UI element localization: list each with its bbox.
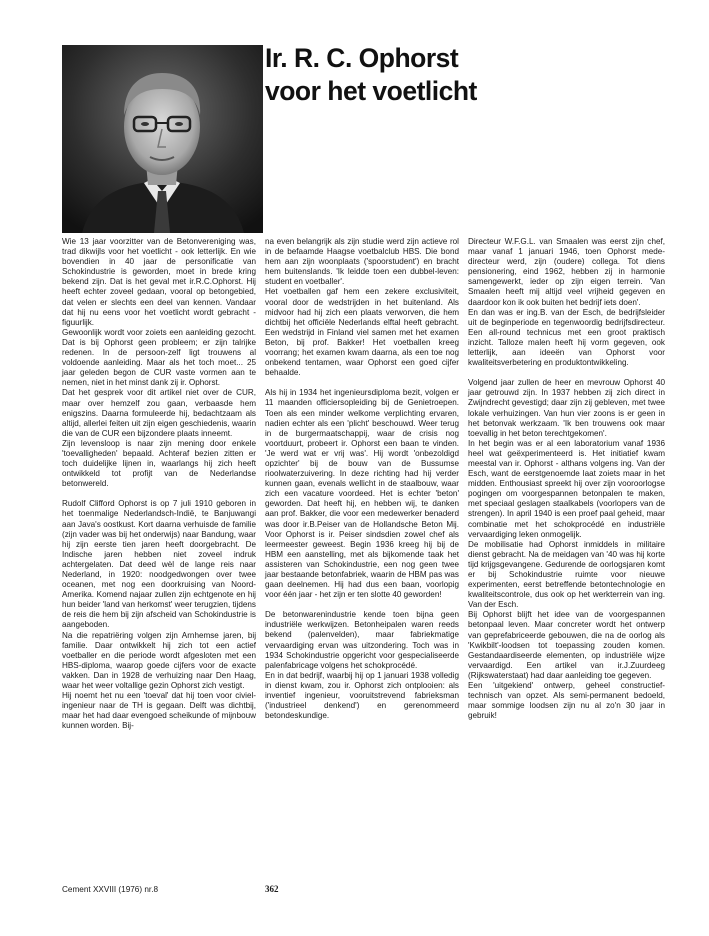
portrait-photo — [62, 45, 263, 233]
paragraph: Rudolf Clifford Ophorst is op 7 juli 1910 geboren in het toenmalige Nederlandsch-Indië, te Banjuwangi aan Java's oostkust. Kort daarna verhuisde de familie (zijn vader was bij het onderwijs) naar Bandung, waar hij zijn eerste tien jaren heeft doorgebracht. De Indische jaren hebben niet zoveel indruk achtergelaten. Dat deed wèl de lange reis naar Nederland, in 1920: noodgedwongen over twee oceanen, met nog een doorkruising van Noord-Amerika. Komend najaar zullen zijn echtgenote en hij hun beider 'land van herkomst' weer terugzien, tijdens de reis die hem bij zijn afscheid van Schokindustrie is aangeboden. — [62, 499, 256, 630]
paragraph: na even belangrijk als zijn studie werd zijn actieve rol in de befaamde Haagse voetbalclub HBS. Die bond hem aan zijn woonplaats ('spoorstudent') en bracht hem buitenslands. 'Ik leidde toen een dubbel-leven: student en voetballer'. — [265, 237, 459, 287]
paragraph: En dan was er ing.B. van der Esch, de bedrijfsleider uit de beginperiode en tegenwoordig bedrijfsdirecteur. Een all-round technicus met een groot praktisch inzicht. Talloze malen heeft hij vorm gegeven, ook letterlijk, aan ideeën van Ophorst voor kwaliteitsverbetering en produktontwikkeling. — [468, 307, 665, 368]
paragraph: Het voetballen gaf hem een zekere exclusiviteit, vooral door de wedstrijden in het buitenland. Als midvoor had hij zich een plaats verworven, die hem dichtbij het officiële Nederlands elftal heeft gebracht. Een wedstrijd in Finland viel samen met het examen Beton, bij prof. Bakker! Het voetballen kreeg voorrang; het examen kwam daarna, als een toe nog onbekend tentamen, waar Ophorst een goed cijfer behaalde. — [265, 287, 459, 378]
page-number: 362 — [265, 884, 279, 894]
paragraph: De mobilisatie had Ophorst inmiddels in militaire dienst gebracht. Na de meidagen van '40 was hij korte tijd krijgsgevangene. Gedurende de oorlogsjaren komt er bij Schokindustrie ruimte voor nieuwe experimenten, eerst betreffende betontechnologie en kwaliteitscontrole, dus ook op het werkterrein van ing. Van der Esch. — [468, 539, 665, 610]
paragraph: Als hij in 1934 het ingenieursdiploma bezit, volgen er 11 maanden officiersopleiding bij de Genietroepen. Toen als een minder welkome verplichting ervaren, nadien echter als een 'plicht' beschouwd. Weer terug in de burgermaatschappij, waar de crisis nog voortduurt, probeert ir. Ophorst een baan te vinden. 'Je werd wat er vrij was'. Hij wordt 'onbezoldigd opzichter' bij de bouw van de Bussumse rioolwaterzuivering. In deze richting had hij verder kunnen gaan, evenals wellicht in de staalbouw, waar zich een vacature voordeed. Het is echter 'beton' geworden. Dat heeft hij, en hebben wij, te danken aan prof. Bakker, die voor een medewerker benaderd was door ir.B.Peiser van de Hollandsche Beton Mij. Voor Ophorst is ir. Peiser sindsdien zowel chef als leermeester geweest. Begin 1936 kreeg hij bij de HBM een aanstelling, met als bijkomende taak het assisteren van Schokindustrie, een nog geen twee jaar bestaande betonfabriek, waarin de HBM pas was gaan deelnemen. Hij had dus een baan, voorlopig voor één jaar - het zijn er ten slotte 40 geworden! — [265, 388, 459, 600]
text-column-2 — [265, 237, 459, 721]
portrait-image — [62, 45, 263, 233]
title-line-2: voor het voetlicht — [265, 76, 477, 106]
paragraph: Dat het gesprek voor dit artikel niet over de CUR, maar over hemzelf zou gaan, verbaasde hem enigszins. Daarna formuleerde hij, bedachtzaam als altijd, allerlei feiten uit zijn eigen geschiedenis, waarin die van de CUR een bijzondere plaats inneemt. — [62, 388, 256, 438]
text-column-1 — [62, 237, 256, 732]
paragraph: Volgend jaar zullen de heer en mevrouw Ophorst 40 jaar getrouwd zijn. In 1937 hebben zij zich direct in Zwijndrecht gevestigd; daar zijn zij gebleven, met twee lokale verhuizingen. Van hun vier zoons is er geen in het betonvak werkzaam. 'Ik ben trouwens ook maar toevallig in het beton terechtgekomen'. — [468, 378, 665, 438]
paragraph: En in dat bedrijf, waarbij hij op 1 januari 1938 volledig in dienst kwam, zou ir. Ophorst zich ontplooien: als inventief ingenieur, vooruitstrevend fabrieksman ('industrieel denkend') en gerenommeerd betondeskundige. — [265, 670, 459, 721]
paragraph: De betonwarenindustrie kende toen bijna geen industriële werkwijzen. Betonheipalen waren reeds bekend (palenvelden), maar fabriekmatige vervaardiging ervan was uitzondering. Toch was in 1934 Schokindustrie opgericht voor gespecialiseerde palenfabricage volgens het schokprocédé. — [265, 610, 459, 670]
article-title — [265, 42, 685, 108]
paragraph: Bij Ophorst blijft het idee van de voorgespannen betonpaal leven. Maar concreter wordt het ontwerp van geprefabriceerde gebouwen, die na de oorlog als 'Kwikbilt'-loodsen tot toepassing zouden komen. Gestandaardiseerde elementen, op industriële wijze vervaardigd. Een artikel van ir.J.Zuurdeeg (Rijkswaterstaat) had daar aanleiding toe gegeven. — [468, 610, 665, 680]
paragraph: Directeur W.F.G.L. van Smaalen was eerst zijn chef, maar vanaf 1 januari 1946, toen Ophorst mede-directeur werd, zijn (oudere) collega. Tot diens pensionering, eind 1962, hebben zij in harmonie samengewerkt, ieder op zijn eigen terrein. 'Van Smaalen heeft mij altijd veel vrijheid gegeven en daardoor kon ik ook buiten het bedrijf iets doen'. — [468, 237, 665, 307]
title-line-1: Ir. R. C. Ophorst — [265, 43, 459, 73]
journal-reference: Cement XXVIII (1976) nr.8 — [62, 885, 159, 894]
paragraph: In het begin was er al een laboratorium vanaf 1936 heel wat geëxperimenteerd is. Het initiatief kwam meestal van ir. Ophorst - althans volgens ing. Van der Esch, want de eerstgenoemde laat zoiets maar in het midden. Enthousiast spreekt hij over zijn vooroorlogse pogingen om voorgespannen betonpalen te maken, met speciaal geslagen staalkabels (voorlopers van de strengen). In april 1940 is een proef paal geheid, maar combinatie met het schokprocédé en industriële vervaardiging leken onmogelijk. — [468, 438, 665, 539]
paragraph: Zijn levensloop is naar zijn mening door enkele 'toevalligheden' bepaald. Achteraf bezien zitten er toch duidelijke lijnen in, waarlangs hij zich heeft ontwikkeld tot profijt van de Nederlandse betonwereld. — [62, 438, 256, 489]
paragraph: Gewoonlijk wordt voor zoiets een aanleiding gezocht. Dat is bij Ophorst geen probleem; er zijn talrijke redenen. In de persoon-zelf ligt trouwens al voldoende aanleiding. Maar als het toch moet... 25 jaar geleden begon de CUR vaste vormen aan te nemen, niet in het minst dank zij ir. Ophorst. — [62, 327, 256, 388]
paragraph: Wie 13 jaar voorzitter van de Betonvereniging was, trad dikwijls voor het voetlicht - ook letterlijk. En wie bovendien in 40 jaar de personificatie van Schokindustrie is geworden, moet in brede kring bekend zijn. Dat is het geval met ir.R.C.Ophorst. Hij heeft echter zoveel gedaan, vooral op betongebied, dat velen er slechts een deel van kennen. Vandaar dat hij nu eens voor het voetlicht wordt gebracht - figuurlijk. — [62, 237, 256, 327]
paragraph: Na die repatriëring volgen zijn Arnhemse jaren, bij familie. Daar ontwikkelt hij zich tot een actief voetballer en die periode wordt afgesloten met een HBS-diploma, waarop goede cijfers voor de exacte vakken. Dan in 1928 de verhuizing naar Den Haag, waar het weer voltallige gezin Ophorst zich vestigt. — [62, 630, 256, 691]
paragraph: Een 'uitgekiend' ontwerp, geheel constructief-technisch van opzet. Als semi-permanent bedoeld, maar sommige loodsen zijn nu al zo'n 30 jaar in gebruik! — [468, 681, 665, 721]
text-column-3 — [468, 237, 665, 721]
paragraph: Hij noemt het nu een 'toeval' dat hij toen voor civiel-ingenieur naar de TH is gegaan. Delft was dichtbij, maar het had daar evengoed scheikunde of mijnbouw kunnen worden. Bij- — [62, 691, 256, 731]
